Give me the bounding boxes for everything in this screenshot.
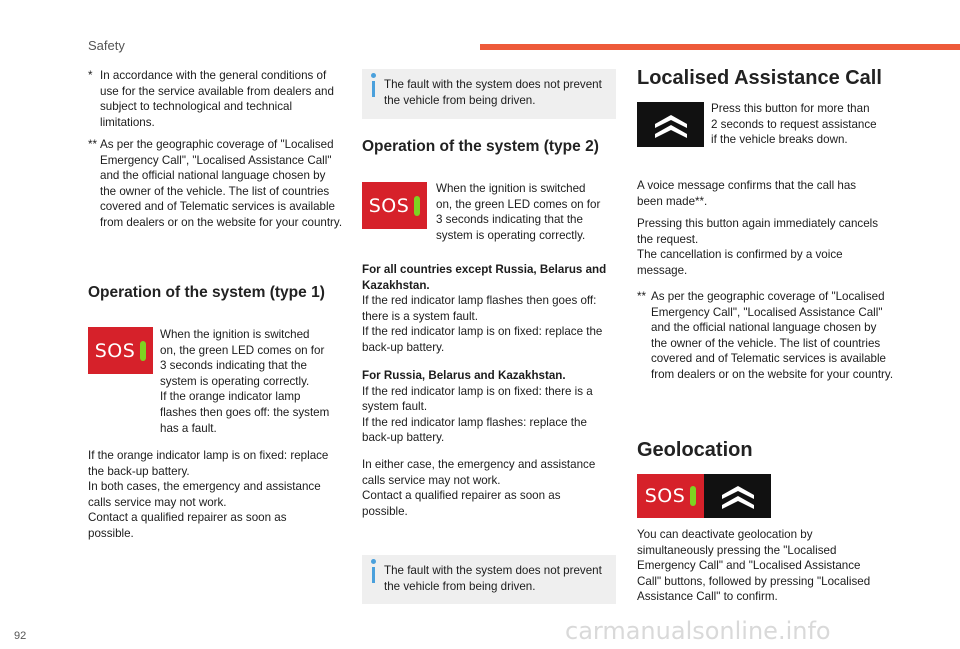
info-box-top (362, 69, 616, 119)
footnote-mark: ** (88, 138, 98, 151)
footnote-text: As per the geographic coverage of "Localised Emergency Call", "Localised Assistance Call" and the official national language chosen by the owner of the vehicle. The list of countries covered and of Telematic services is available from dealers or on the website for your country. (651, 290, 894, 381)
assistance-button-icon (637, 102, 704, 147)
footnote-text: As per the geographic coverage of "Localised Emergency Call", "Localised Assistance Call" and the official national language chosen by the owner of the vehicle. The list of countries covered and of Telematic services is available from dealers or on the website for your country. (100, 138, 343, 229)
sos-button-icon (88, 327, 153, 374)
voice-confirmation-text: A voice message confirms that the call has been made**. (637, 179, 857, 208)
header-accent-bar (480, 44, 960, 50)
sos-label: SOS (644, 485, 686, 507)
cancel-request-text (637, 216, 897, 278)
sos-label: SOS (368, 194, 410, 217)
footnote-text: In accordance with the general conditions of use for the service available from dealers and subject to technological and technical limitations. (100, 69, 334, 129)
text-line: You can deactivate geolocation by (637, 528, 813, 541)
assistance-button-icon (704, 474, 771, 518)
text-line: simultaneously pressing the "Localised (637, 543, 837, 557)
text-line: back-up battery. (362, 340, 445, 354)
footnote-mark: * (88, 69, 93, 82)
text-line: Emergency Call" and "Localised Assistance (637, 559, 861, 573)
text-line: Call" buttons, followed by pressing "Localised (637, 574, 871, 588)
type2-icon-description (436, 181, 621, 243)
green-led-icon (690, 486, 696, 506)
group-title: For Russia, Belarus and Kazakhstan. (362, 369, 566, 382)
green-led-icon (414, 196, 420, 216)
text-line: In either case, the emergency and assistance (362, 458, 596, 471)
footnote-geographic-coverage-2 (637, 289, 895, 383)
text-line: calls service may not work. (362, 473, 501, 487)
sos-label: SOS (94, 339, 136, 362)
text-line: possible. (362, 504, 408, 518)
info-icon-bar (372, 567, 375, 583)
heading-type2: Operation of the system (type 2) (362, 138, 599, 155)
text-line: If the red indicator lamp is on fixed: there is a (362, 384, 593, 398)
group-except-russia (362, 262, 617, 356)
footnote-geographic-coverage (88, 137, 343, 231)
text-line: has a fault. (160, 421, 217, 435)
text-line: 3 seconds indicating that the (436, 213, 583, 227)
watermark: carmanualsonline.info (565, 617, 831, 645)
text-line: 3 seconds indicating that the (160, 359, 307, 373)
section-title: Safety (88, 38, 125, 53)
chevrons-logo-icon (651, 110, 691, 140)
sos-button-icon (637, 474, 704, 518)
text-line: the back-up battery. (88, 464, 190, 478)
text-line: When the ignition is switched (436, 182, 586, 195)
geolocation-body (637, 527, 897, 605)
text-line: on, the green LED comes on for (160, 343, 325, 357)
type1-body (88, 448, 343, 542)
info-text: The fault with the system does not prevent the vehicle from being driven. (384, 564, 602, 593)
footnote-mark: ** (637, 290, 647, 303)
group-title: For all countries except Russia, Belarus and Kazakhstan. (362, 263, 607, 292)
text-line: Contact a qualified repairer as soon as (362, 489, 561, 503)
text-line: message. (637, 263, 688, 277)
green-led-icon (140, 341, 146, 361)
text-line: If the orange indicator lamp (160, 390, 301, 404)
text-line: system is operating correctly. (160, 374, 310, 388)
text-line: calls service may not work. (88, 495, 227, 509)
info-icon (371, 559, 376, 564)
text-line: Contact a qualified repairer as soon as (88, 511, 287, 525)
text-line: system is operating correctly. (436, 228, 586, 242)
text-line: if the vehicle breaks down. (711, 133, 848, 147)
text-line: there is a system fault. (362, 309, 478, 323)
text-line: In both cases, the emergency and assistance (88, 480, 321, 494)
group-either-case (362, 457, 617, 519)
heading-localised-assistance: Localised Assistance Call (637, 67, 882, 89)
text-line: Press this button for more than (711, 102, 870, 115)
text-line: the request. (637, 232, 699, 246)
text-line: If the orange indicator lamp is on fixed: replace (88, 449, 329, 462)
info-icon (371, 73, 376, 78)
text-line: on, the green LED comes on for (436, 197, 601, 211)
page-number: 92 (14, 630, 27, 642)
text-line: Pressing this button again immediately cancels (637, 217, 879, 230)
chevrons-logo-icon (718, 481, 758, 511)
text-line: back-up battery. (362, 431, 445, 445)
type1-icon-description (160, 327, 345, 436)
assistance-icon-description (711, 101, 901, 148)
text-line: If the red indicator lamp is on fixed: replace the (362, 325, 603, 339)
text-line: system fault. (362, 400, 428, 414)
info-text: The fault with the system does not prevent the vehicle from being driven. (384, 78, 602, 107)
text-line: 2 seconds to request assistance (711, 117, 877, 131)
text-line: When the ignition is switched (160, 328, 310, 341)
text-line: flashes then goes off: the system (160, 405, 330, 419)
footnote-general-conditions (88, 68, 338, 130)
info-box-bottom (362, 555, 616, 604)
sos-button-icon (362, 182, 427, 229)
text-line: possible. (88, 526, 134, 540)
text-line: Assistance Call" to confirm. (637, 590, 778, 604)
heading-geolocation: Geolocation (637, 439, 753, 461)
heading-type1: Operation of the system (type 1) (88, 284, 325, 301)
text-line: The cancellation is confirmed by a voice (637, 248, 843, 262)
text-line: If the red indicator lamp flashes then goes off: (362, 294, 597, 308)
group-russia (362, 368, 617, 446)
text-line: If the red indicator lamp flashes: replace the (362, 415, 587, 429)
info-icon-bar (372, 81, 375, 97)
